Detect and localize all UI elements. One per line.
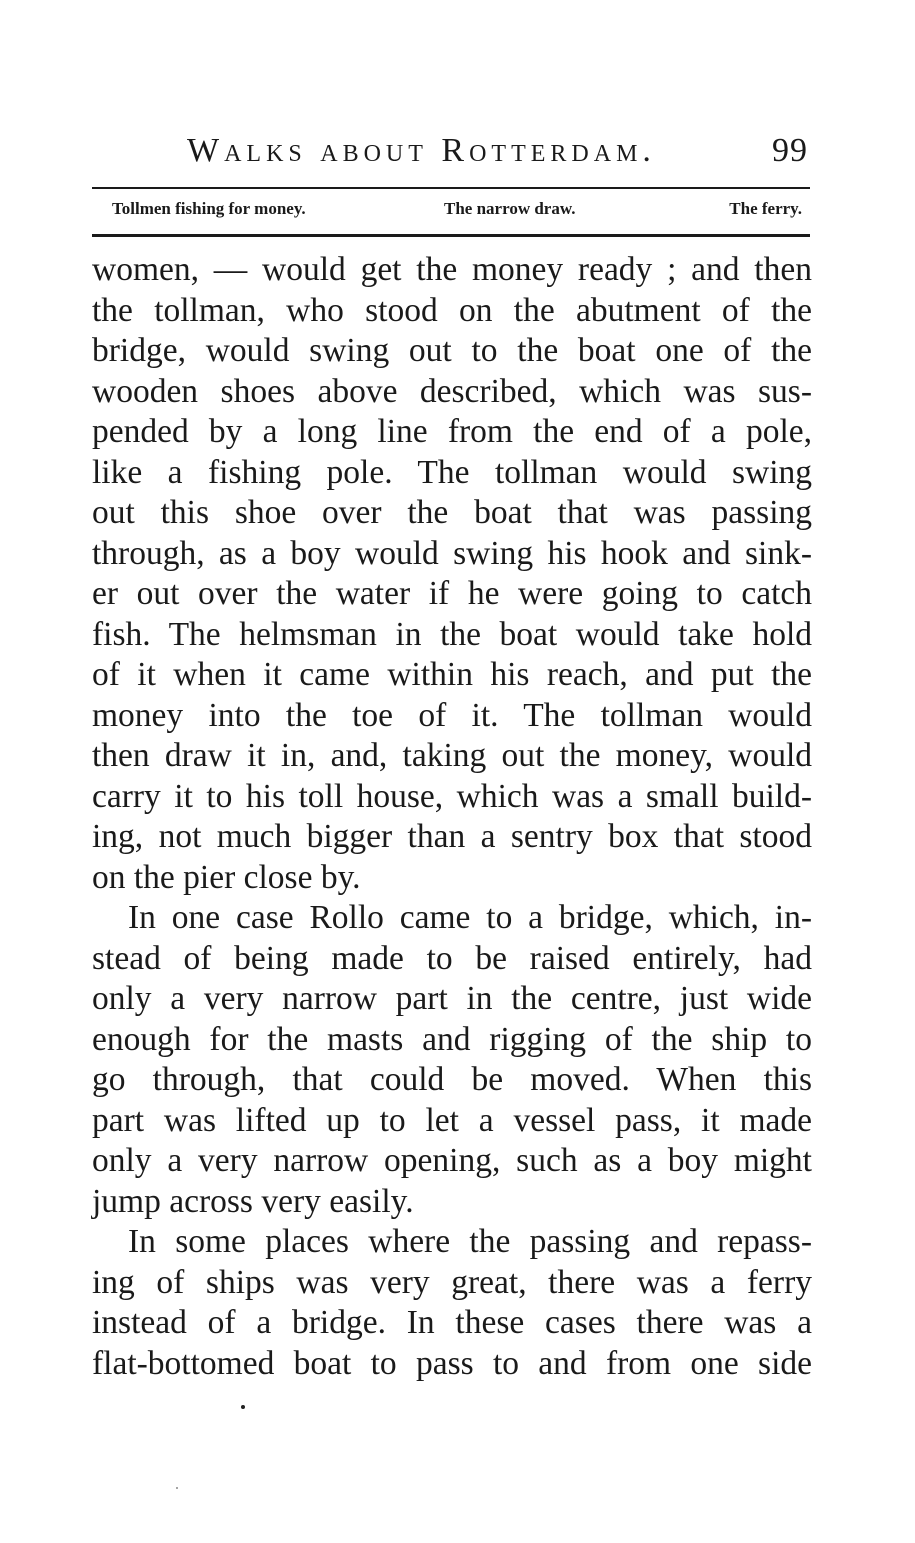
text-line: er out over the water if he were going to catch — [92, 575, 812, 612]
text-line: on the pier close by. — [92, 858, 361, 896]
ink-speck — [176, 1487, 178, 1489]
running-head — [92, 128, 810, 178]
text-line: fish. The helmsman in the boat would take hold — [92, 615, 812, 653]
text-line: In one case Rollo came to a bridge, which, in- — [128, 899, 812, 936]
text-line: stead of being made to be raised entirely, had — [92, 939, 812, 977]
header-rule-top — [92, 187, 810, 189]
text-line: instead of a bridge. In these cases there was a — [92, 1304, 812, 1341]
topic-heading: Tollmen fishing for money. — [112, 199, 306, 218]
text-line: wooden shoes above described, which was sus- — [92, 372, 812, 410]
text-line: bridge, would swing out to the boat one of the — [92, 332, 812, 369]
text-line: money into the toe of it. The tollman would — [92, 696, 812, 734]
topic-headings — [112, 199, 802, 227]
text-line: pended by a long line from the end of a pole, — [92, 413, 812, 450]
text-line: enough for the masts and rigging of the ship to — [92, 1020, 812, 1058]
text-line: only a very narrow part in the centre, just wide — [92, 980, 812, 1017]
topic-heading: The narrow draw. — [444, 199, 576, 218]
text-line: jump across very easily. — [92, 1182, 414, 1220]
text-line: In some places where the passing and repass- — [128, 1223, 812, 1260]
text-line: part was lifted up to let a vessel pass, it made — [92, 1101, 812, 1139]
text-line: ing, not much bigger than a sentry box that stood — [92, 818, 812, 855]
ink-speck — [241, 1405, 245, 1409]
text-line: carry it to his toll house, which was a small build- — [92, 777, 812, 815]
text-line: ing of ships was very great, there was a ferry — [92, 1263, 812, 1301]
text-line: flat-bottomed boat to pass to and from one side — [92, 1344, 812, 1382]
header-rule-bottom — [92, 234, 810, 237]
text-line: of it when it came within his reach, and put the — [92, 656, 812, 693]
running-title: Walks about Rotterdam. — [187, 132, 656, 169]
text-line: go through, that could be moved. When this — [92, 1061, 812, 1098]
page-number: 99 — [772, 132, 808, 169]
text-line: like a fishing pole. The tollman would swing — [92, 453, 812, 491]
body-text — [92, 250, 812, 1384]
text-line: only a very narrow opening, such as a boy might — [92, 1142, 812, 1179]
text-line: the tollman, who stood on the abutment of the — [92, 291, 812, 329]
text-line: out this shoe over the boat that was passing — [92, 494, 812, 531]
text-line: through, as a boy would swing his hook and sink- — [92, 534, 812, 572]
topic-heading: The ferry. — [729, 199, 802, 218]
text-line: women, — would get the money ready ; and then — [92, 251, 812, 288]
text-line: then draw it in, and, taking out the money, would — [92, 737, 812, 774]
